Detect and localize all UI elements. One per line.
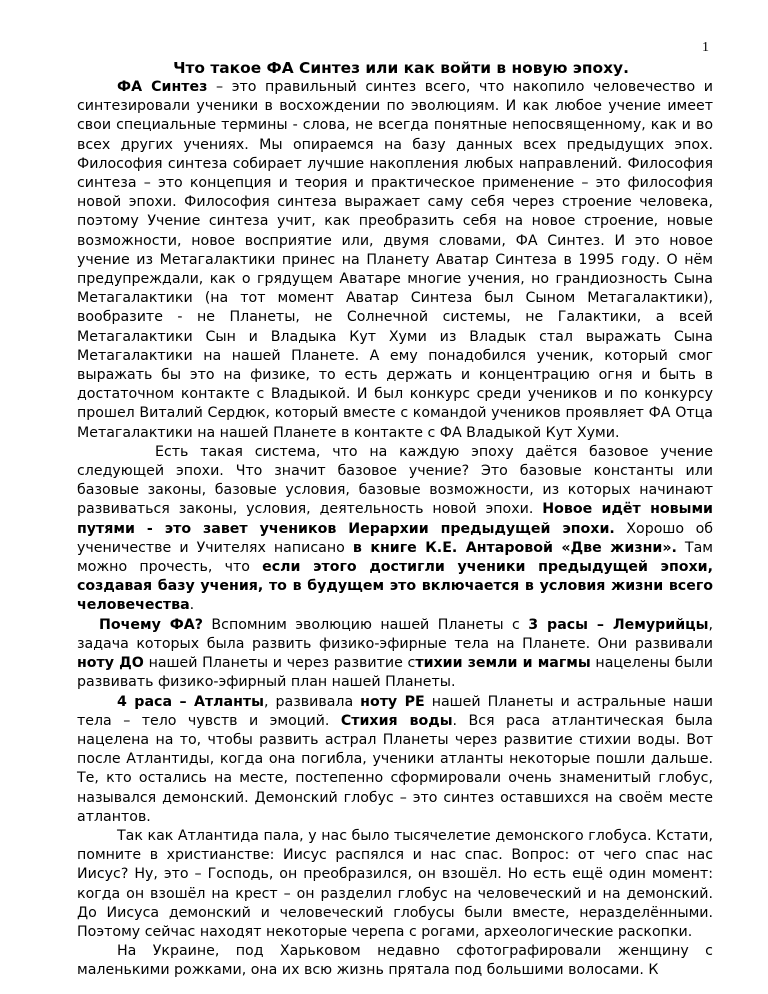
bold-phrase: ноту РЕ bbox=[360, 693, 425, 710]
document-title: Что такое ФА Синтез или как войти в новую эпоху. bbox=[173, 59, 629, 77]
paragraph-ukraine: На Украине, под Харьковом недавно сфотографировали женщину с маленькими рожками, она их всю жизнь прятала под большими волосами. К bbox=[77, 943, 713, 979]
paragraph-text: нацелены были развивать физико-эфирный план нашей Планеты. bbox=[77, 655, 714, 691]
page-number: 1 bbox=[702, 40, 709, 55]
bold-term: ФА Синтез bbox=[117, 79, 208, 95]
paragraph-fa-synthesis bbox=[77, 78, 713, 443]
bold-phrase: ноту ДО bbox=[77, 655, 144, 672]
paragraph-atlanteans bbox=[77, 693, 713, 827]
bold-phrase: 4 раса – Атланты bbox=[117, 693, 264, 710]
bold-phrase: тихии земли и магмы bbox=[415, 655, 591, 672]
paragraph-text: нашей Планеты и через развитие с bbox=[143, 655, 416, 672]
paragraph-text: Вспомним эволюцию нашей Планеты с bbox=[202, 616, 529, 633]
paragraph-text: – это правильный синтез всего, что накопило человечество и синтезировали ученики в восхождении по эволюциям. И как любое учение имеет свои специальные термины - слова, не всегда понятные непосвященному, как и во всех других учениях. Мы опираемся на базу данных всех предыдущих эпох. Философия синтеза собирает лучшие накопления любых направлений. Философия синтеза – это концепция и теория и практическое применение – это философия новой эпохи. Философия синтеза выражает саму себя через строение человека, поэтому Учение синтеза учит, как преобразить себя на новое строение, новые возможности, новое восприятие или, двумя словами, ФА Синтез. И это новое учение из Метагалактики принес на Планету Аватар Синтеза в 1995 году. О нём предупреждали, как о грядущем Аватаре многие учения, но грандиозность Сына Метагалактики (на тот момент Аватар Синтеза был Сыном Метагалактики), вообразите - не Планеты, не Солнечной системы, не Галактики, а всей Метагалактики Сын и Владыка Кут Хуми из Владык стал выражать Сына Метагалактики на нашей Планете. А ему понадобился ученик, который смог выражать бы это на физике, то есть держать и концентрацию огня и быть в достаточном контакте с Владыкой. И был конкурс среди учеников и по конкурсу прошел Виталий Сердюк, который вместе с командой учеников проявляет ФА Отца Метагалактики на нашей Планете в контакте с ФА Владыкой Кут Хуми. bbox=[77, 79, 714, 441]
bold-phrase: Стихия воды bbox=[340, 712, 453, 729]
paragraph-text: , задача которых была развить физико-эфирные тела на Планете. Они развивали bbox=[77, 616, 713, 652]
bold-question: Почему ФА? bbox=[99, 616, 203, 633]
bold-phrase: Новое идёт новыми путями - это завет учеников Иерархии предыдущей эпохи. bbox=[77, 501, 713, 537]
bold-book-reference: в книге К.Е. Антаровой «Две жизни». bbox=[352, 539, 677, 556]
paragraph-text: нашей Планеты и астральные наши тела – тело чувств и эмоций. bbox=[77, 693, 713, 729]
paragraph-why-fa bbox=[77, 616, 713, 693]
paragraph-text: . bbox=[189, 597, 195, 614]
paragraph-base-teaching bbox=[77, 443, 713, 616]
paragraph-text: Есть такая система, что на каждую эпоху даётся базовое учение следующей эпохи. Что значит базовое учение? Это базовые константы или базовые законы, базовые условия, базовые возможности, из которых начинают развиваться законы, условия, деятельность новой эпохи. bbox=[77, 443, 713, 518]
paragraph-text: , развивала bbox=[264, 693, 361, 710]
paragraph-atlantis-fall: Так как Атлантида пала, у нас было тысячелетие демонского глобуса. Кстати, помните в христианстве: Иисус распялся и нас спас. Вопрос: от чего спас нас Иисус? Ну, это – Господь, он преобразился, он взошёл. Но есть ещё один момент: когда он взошёл на крест – он разделил глобус на человеческий и на демонский. До Иисуса демонский и человеческий глобусы были вместе, неразделёнными. Поэтому сейчас находят некоторые черепа с рогами, археологические раскопки. bbox=[77, 827, 713, 940]
paragraph-text: Хорошо об ученичестве и Учителях написано bbox=[77, 520, 713, 556]
bold-phrase: 3 расы – Лемурийцы bbox=[528, 616, 709, 633]
paragraph-text: . Вся раса атлантическая была нацелена на то, чтобы развить астрал Планеты через развитие стихии воды. Вот после Атлантиды, когда она погибла, ученики атланты некоторые пошли дальше. Те, кто остались на месте, постепенно сформировали очень знаменитый глобус, назывался демонский. Демонский глобус – это синтез оставшихся на своём месте атлантов. bbox=[77, 712, 714, 825]
document-body bbox=[77, 58, 713, 981]
paragraph-text: Там можно прочесть, что bbox=[77, 539, 713, 576]
bold-phrase: если этого достигли ученики предыдущей эпохи, создавая базу учения, то в будущем это включается в условия жизни всего человечества bbox=[77, 559, 713, 614]
